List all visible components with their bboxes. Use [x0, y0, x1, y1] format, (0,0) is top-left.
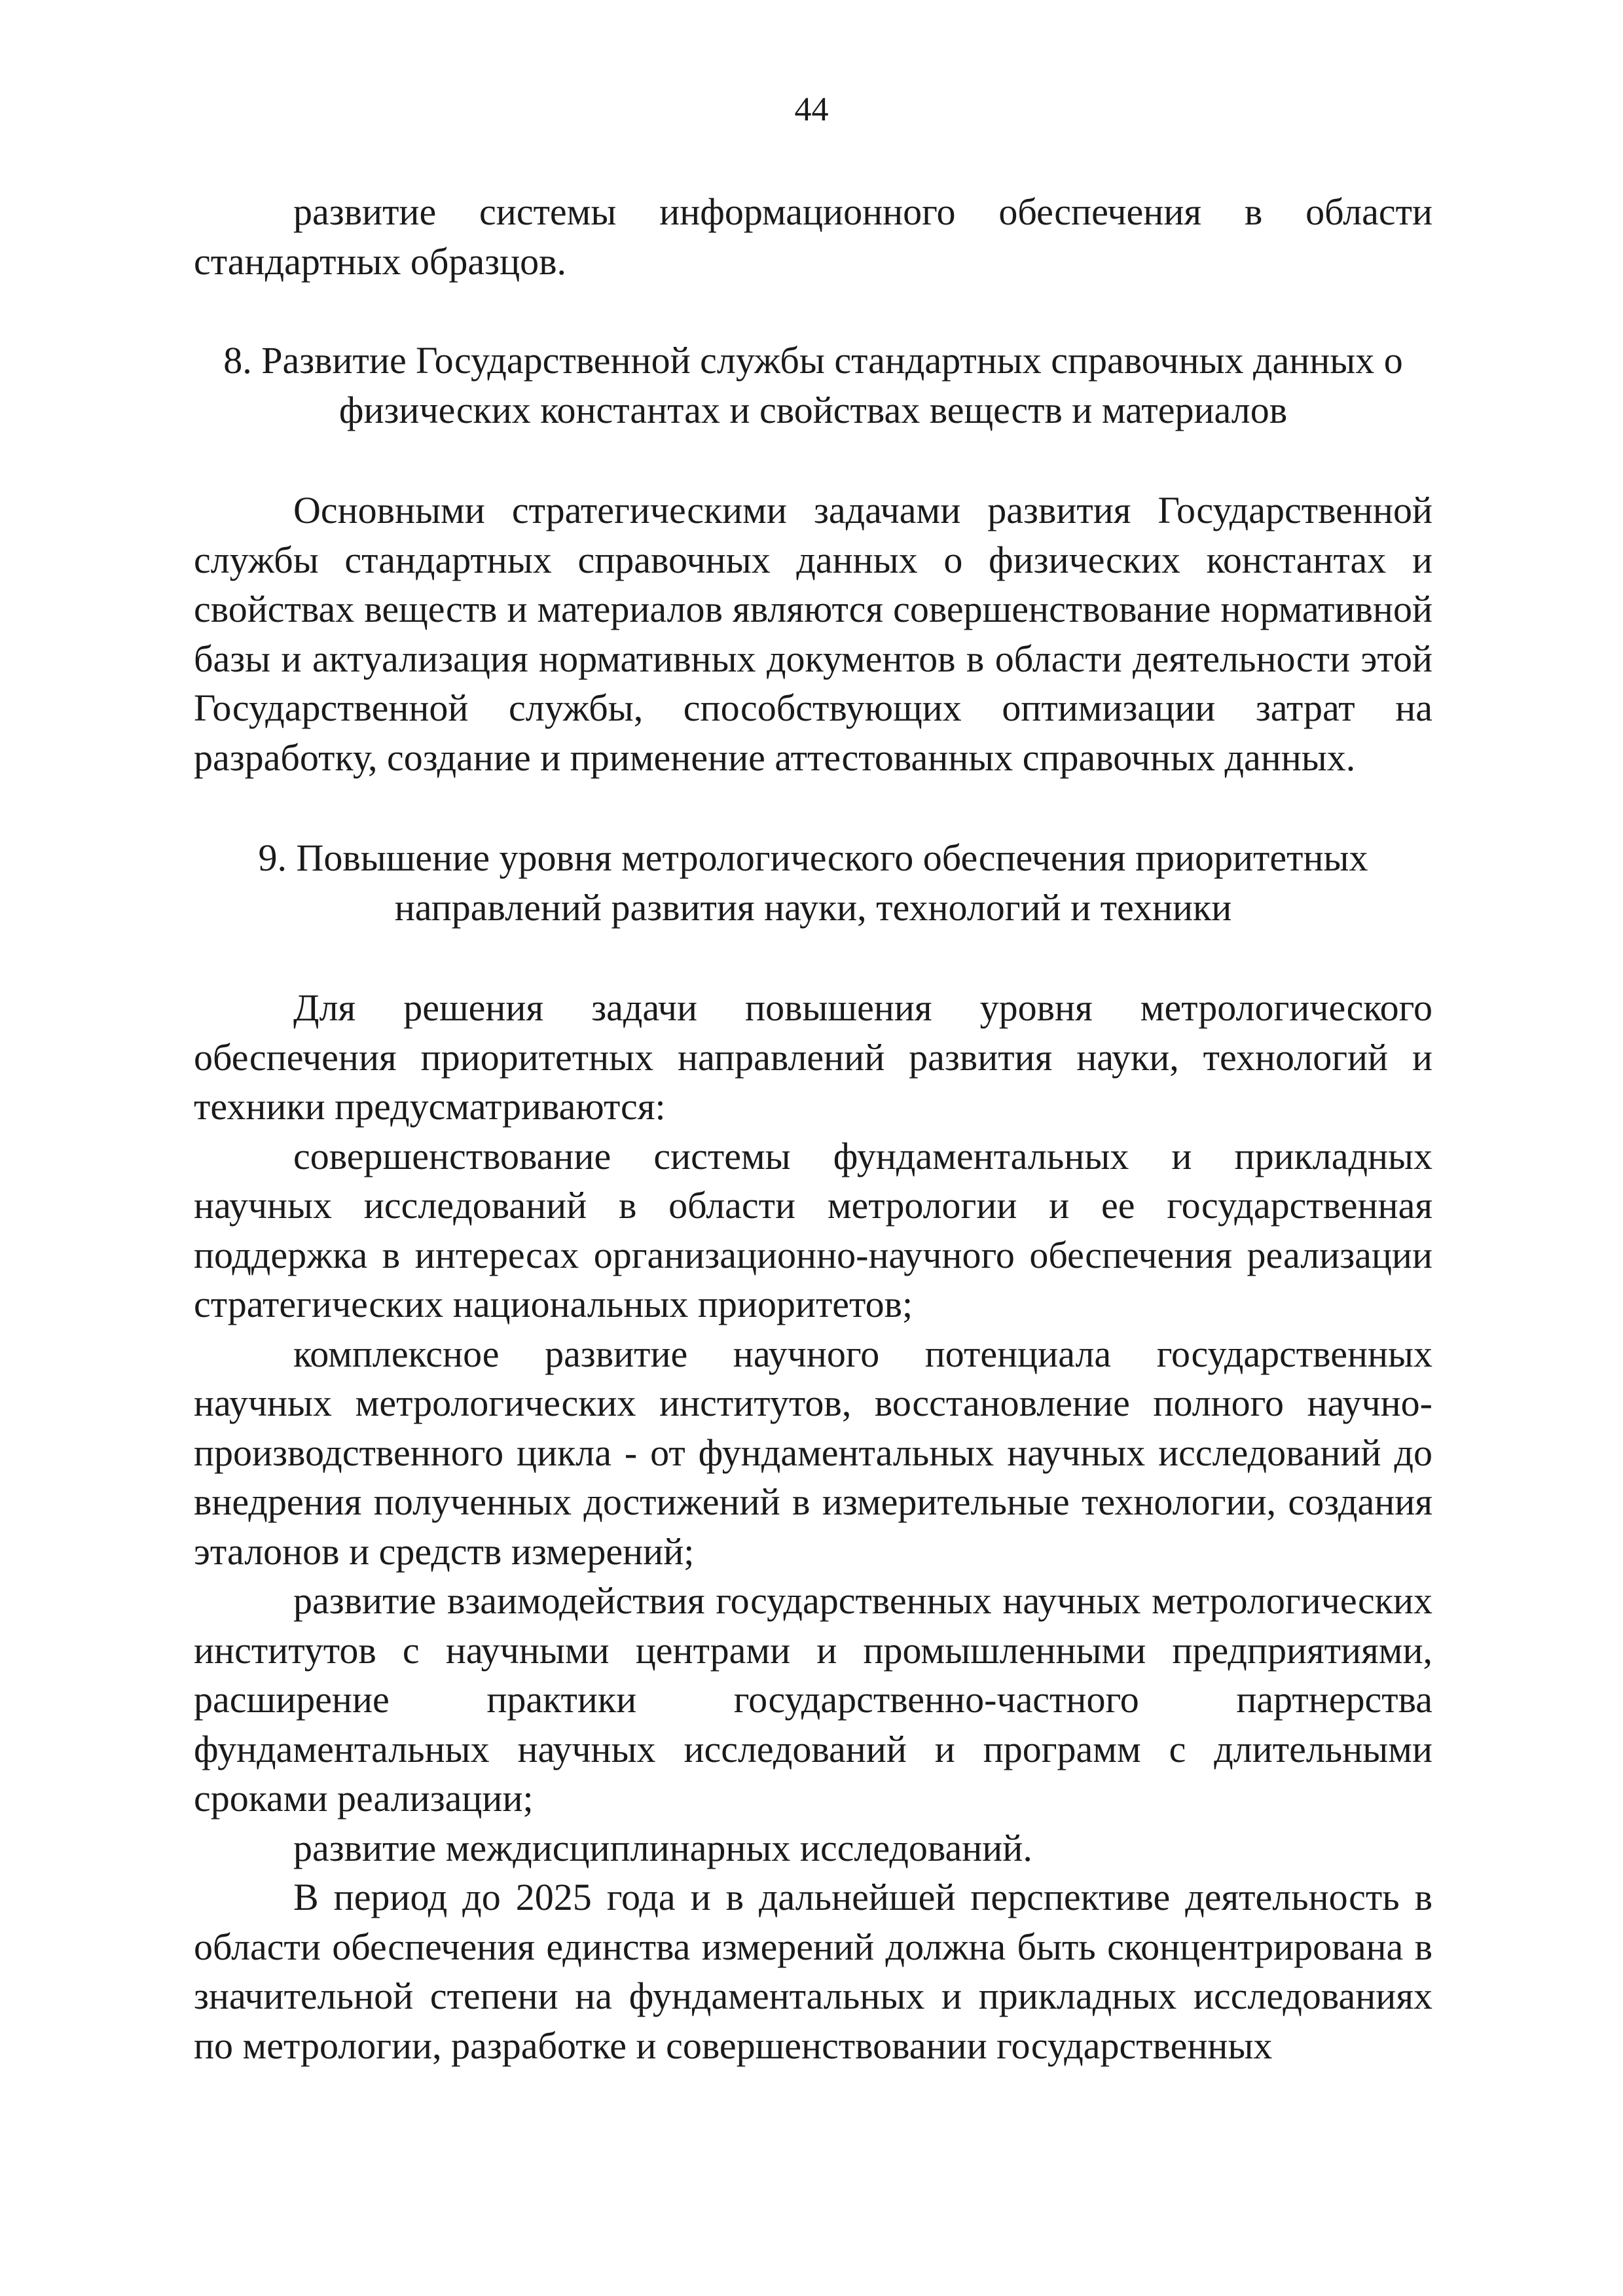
- section-9-heading: 9. Повышение уровня метрологического обеспечения приоритетных направлений развития науки, технологий и техники: [258, 836, 1368, 929]
- section-9-paragraph-4: развитие взаимодействия государственных научных метрологических институтов с научными центрами и промышленными предприятиями, расширение практики государственно-частного партнерства фундаментальных научных исследований и программ с длительными сроками реализации;: [194, 1579, 1432, 1820]
- section-9-paragraph-1: Для решения задачи повышения уровня метрологического обеспечения приоритетных направлений развития науки, технологий и техники предусматриваются:: [194, 986, 1432, 1128]
- section-9-paragraph-3: комплексное развитие научного потенциала государственных научных метрологических институтов, восстановление полного научно-производственного цикла - от фундаментальных научных исследований до внедрения полученных достижений в измерительные технологии, создания эталонов и средств измерений;: [194, 1332, 1432, 1573]
- section-9-paragraph-2: совершенствование системы фундаментальных и прикладных научных исследований в области метрологии и ее государственная поддержка в интересах организационно-научного обеспечения реализации стратегических национальных приоритетов;: [194, 1134, 1432, 1325]
- document-body: [194, 187, 1432, 2070]
- section-8-paragraph-1: Основными стратегическими задачами развития Государственной службы стандартных справочных данных о физических константах и свойствах веществ и материалов являются совершенствование нормативной базы и актуализация нормативных документов в области деятельности этой Государственной службы, способствующих оптимизации затрат на разработку, создание и применение аттестованных справочных данных.: [194, 489, 1432, 779]
- section-9-paragraph-5: развитие междисциплинарных исследований.: [293, 1826, 1032, 1869]
- page-number: 44: [794, 91, 829, 128]
- section-8-heading: 8. Развитие Государственной службы стандартных справочных данных о физических константах и свойствах веществ и материалов: [223, 339, 1403, 431]
- section-9-paragraph-6: В период до 2025 года и в дальнейшей перспективе деятельность в области обеспечения единства измерений должна быть сконцентрирована в значительной степени на фундаментальных и прикладных исследованиях по метрологии, разработке и совершенствовании государственных: [194, 1876, 1432, 2067]
- continuation-paragraph: развитие системы информационного обеспечения в области стандартных образцов.: [194, 190, 1432, 283]
